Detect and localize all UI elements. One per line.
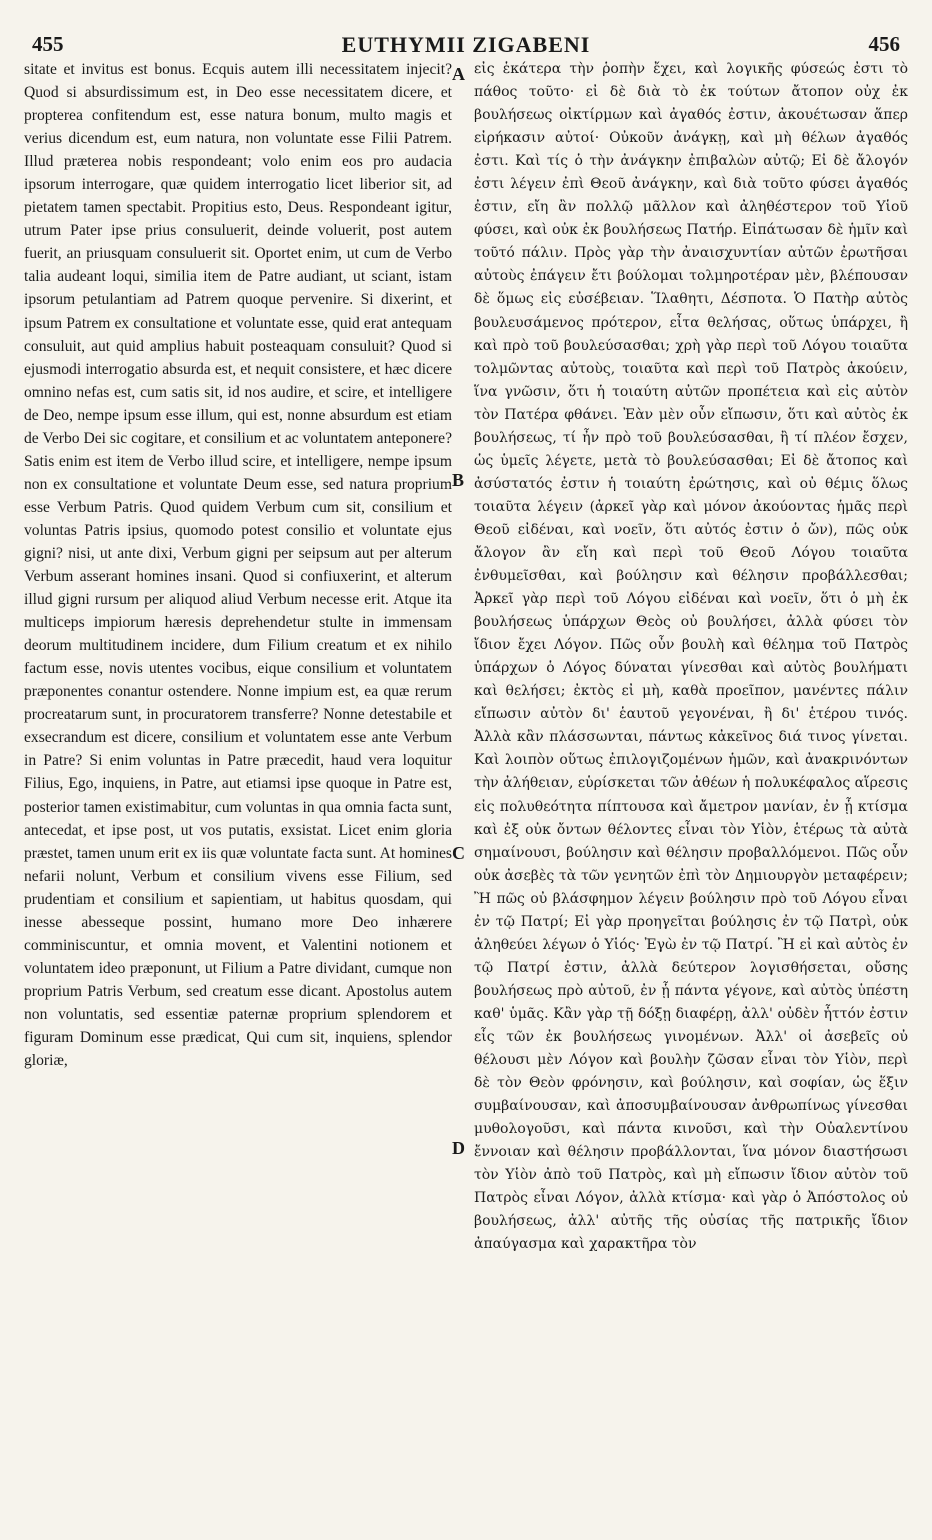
- page-number-right: 456: [868, 32, 900, 56]
- page-number-left: 455: [32, 32, 64, 56]
- section-marker-c: C: [452, 843, 465, 863]
- latin-column: [24, 58, 465, 1538]
- greek-column: [462, 58, 908, 1538]
- section-marker-d: D: [452, 1138, 465, 1158]
- section-marker-b: B: [452, 470, 465, 490]
- running-title: EUTHYMII ZIGABENI: [341, 32, 591, 57]
- section-marker-a: A: [452, 64, 465, 84]
- page-header: [24, 30, 908, 58]
- two-column-body: [24, 58, 908, 1538]
- greek-text: εἰς ἑκάτερα τὴν ῥοπὴν ἔχει, καὶ λογικῆς φύσεώς ἐστι τὸ πάθος τοῦτο· εἰ δὲ διὰ τὸ ἐκ τούτων ἄτοπον οὐχ ἐκ βουλήσεως οἰκτίρμων καὶ ἀγαθός ἐστιν, ἀκουέτωσαν ἅπερ εἰρήκασιν αὐτοί· Οὐκοῦν ἀνάγκῃ, καὶ μὴ θέλων ἀγαθός ἐστι. Καὶ τίς ὁ τὴν ἀνάγκην ἐπιβαλὼν αὐτῷ; Εἰ δὲ ἄλογόν ἐστι λέγειν ἐπὶ Θεοῦ ἀνάγκην, καὶ διὰ τοῦτο φύσει ἀγαθός ἐστιν, εἴη ἂν πολλῷ μᾶλλον καὶ ἀληθέστερον τοῦ Υἱοῦ φύσει, καὶ οὐκ ἐκ βουλήσεως Πατήρ. Εἰπάτωσαν δὲ ἡμῖν καὶ τοῦτό πάλιν. Πρὸς γὰρ τὴν ἀναισχυντίαν αὐτῶν ἐρωτῆσαι αὐτοὺς ἐπάγειν ἔτι βούλομαι τολμηροτέραν μὲν, βλέπουσαν δὲ ὅμως εἰς εὐσέβειαν. Ἵλαθητι, Δέσποτα. Ὁ Πατὴρ αὐτὸς βουλευσάμενος πρότερον, εἶτα θελήσας, οὕτως ὑπάρχει, ἢ καὶ πρὸ τοῦ βουλεύσασθαι; χρὴ γὰρ περὶ τοῦ Λόγου τοιαῦτα τολμῶντας αὐτοὺς, τοιαῦτα καὶ περὶ τοῦ Πατρὸς ἀκούειν, ἵνα γνῶσιν, ὅτι ἡ τοιαύτη αὐτῶν προπέτεια καὶ εἰς αὐτὸν τὸν Πατέρα φθάνει. Ἐὰν μὲν οὖν εἴπωσιν, ὅτι καὶ αὐτὸς ἐκ βουλήσεως, τί ἦν πρὸ τοῦ βουλεύσασθαι, ἢ τί πλέον ἔσχεν, ὡς ὑμεῖς λέγετε, μετὰ τὸ βουλεύσασθαι; Εἰ δὲ ἄτοπος καὶ ἀσύστατός ἐστιν ἡ τοιαύτη ἐρώτησις, καὶ οὐ θέμις ὅλως τοιαῦτα λέγειν (ἀρκεῖ γὰρ καὶ μόνον ἀκούοντας ἡμᾶς περὶ Θεοῦ εἰδέναι, καὶ νοεῖν, ὅτι αὐτός ἐστιν ὁ ὤν), πῶς οὐκ ἄλογον ἂν εἴη καὶ περὶ τοῦ Θεοῦ Λόγου τοιαῦτα ἐνθυμεῖσθαι, καὶ βούλησιν καὶ θέλησιν προβάλλεσθαι; Ἀρκεῖ γὰρ περὶ τοῦ Λόγου εἰδέναι καὶ νοεῖν, ὅτι ὁ μὴ ἐκ βουλήσεως ὑπάρχων Θεὸς οὐ βουλήσει, ἀλλὰ φύσει τὸν ἴδιον ἔχει Λόγον. Πῶς οὖν βουλὴ καὶ θέλημα τοῦ Πατρὸς ὑπάρχων ὁ Λόγος δύναται γίνεσθαι καὶ αὐτὸς βουλήματι καὶ θελήσει; ἐκτὸς εἰ μὴ, καθὰ προεῖπον, μανέντες πάλιν εἴπωσιν αὐτὸν δι' ἑαυτοῦ γεγονέναι, ἢ δι' ἑτέρου τινός. Ἀλλὰ κἂν πλάσσωνται, πάντως κἀκεῖνος διά τινος γίνεται. Καὶ λοιπὸν οὕτως ἐπιλογιζομένων ἡμῶν, καὶ ἀνακρινόντων τὴν ἀλήθειαν, εὑρίσκεται τῶν ἀθέων ἡ πολυκέφαλος αἵρεσις εἰς πολυθεότητα πίπτουσα καὶ ἄμετρον μανίαν, ἐν ᾗ κτίσμα καὶ ἐξ οὐκ ὄντων θέλοντες εἶναι τὸν Υἱὸν, ἑτέρως τὰ αὐτὰ σημαίνουσι, βούλησιν καὶ θέλησιν προβαλλόμενοι. Πῶς οὖν οὐκ ἀσεβὲς τὰ τῶν γενητῶν ἐπὶ τὸν Δημιουργὸν μεταφέρειν; Ἢ πῶς οὐ βλάσφημον λέγειν βούλησιν πρὸ τοῦ Λόγου εἶναι ἐν τῷ Πατρί; Εἰ γὰρ προηγεῖται βούλησις ἐν τῷ Πατρὶ, οὐκ ἀληθεύει λέγων ὁ Υἱός· Ἐγὼ ἐν τῷ Πατρί. Ἢ εἰ καὶ αὐτὸς ἐν τῷ Πατρί ἐστιν, ἀλλὰ δεύτερον λογισθήσεται, οὔσης βουλήσεως πρὸ αὐτοῦ, ἐν ᾗ πάντα γέγονε, καὶ αὐτὸς ὑπέστη καθ' ὑμᾶς. Κἂν γὰρ τῇ δόξῃ διαφέρῃ, ἀλλ' οὐδὲν ἧττόν ἐστιν εἷς τῶν ἐκ βουλήσεως γινομένων. Ἀλλ' οἱ ἀσεβεῖς οὐ θέλουσι μὲν Λόγον καὶ βουλὴν ζῶσαν εἶναι τὸν Υἱὸν, περὶ δὲ τὸν Θεὸν φρόνησιν, καὶ βούλησιν, καὶ σοφίαν, ὡς ἕξιν συμβαίνουσαν, καὶ ἀποσυμβαίνουσαν ἀνθρωπίνως γίνεσθαι μυθολογοῦσι, καὶ πάντα κινοῦσι, καὶ τὴν Οὐαλεντίνου ἔννοιαν καὶ θέλησιν προβάλλονται, ἵνα μόνον διαστήσωσι τὸν Υἱὸν ἀπὸ τοῦ Πατρὸς, καὶ μὴ εἴπωσιν ἴδιον αὐτὸν τοῦ Πατρὸς εἶναι Λόγον, ἀλλὰ κτίσμα· καὶ γὰρ ὁ Ἀπόστολος οὐ βουλήσεως, ἀλλ' αὐτῆς τῆς οὐσίας τῆς πατρικῆς ἴδιον ἀπαύγασμα καὶ χαρακτῆρα τὸν: [474, 61, 908, 1253]
- latin-text: sitate et invitus est bonus. Ecquis autem illi necessitatem injecit? Quod si absurdissimum est, in Deo esse necessitatem dicere, et propterea confitendum est, esse natura bonum, multo magis et verius dicendum est, eum natura, non voluntate esse Filii Patrem. Illud præterea nobis respondeant; volo enim eos pro audacia ipsorum interrogare, quæ quidem interrogatio licet liberior sit, ad pietatem tamen spectabit. Propitius esto, Deus. Respondeant igitur, utrum Pater ipse prius consuluerit, deinde voluerit, post autem fuerit, an priusquam consuluerit sit. Oportet enim, ut cum de Verbo talia audeant loqui, similia item de Patre audiant, ut sciant, istam ipsorum petulantiam ad Patrem quoque pervenire. Si dixerint, et ipsum Patrem ex consultatione et voluntate esse, quid erat antequam consuluit, aut quid amplius habuit posteaquam consuluit? Quod si ejusmodi interrogatio absurda est, et nequit consistere, et hæc dicere omnino nefas est, cum satis sit, id nos audire, et scire, et intelligere de Deo, nempe ipsum esse illum, qui est, nonne absurdum est etiam de Verbo Dei sic cogitare, et consilium et ac voluntatem anteponere? Satis enim est item de Verbo illud scire, et intelligere, nempe ipsum non ex consultatione et voluntate Deum esse, sed natura proprium esse Verbum Patris. Quod quidem Verbum cum sit, consilium et voluntas Patris ipsius, quomodo potest consilio et voluntate ejus gigni? nisi, ut ante dixi, Verbum gigni per seipsum aut per alterum Verbum asserant homines insani. Quod si confiuxerint, et alterum illud gigni rursum per aliquod aliud Verbum necesse erit. Atque ita multiceps impiorum hæresis deprehendetur stulte in immensam deorum multitudinem incidere, dum Filium creatum et ex nihilo factum esse, novis utentes vocibus, eique consilium et voluntatem præponentes conantur ostendere. Nonne impium est, ea quæ rerum procreatarum sunt, in procuratorem transferre? Nonne detestabile et exsecrandum est dicere, consilium et voluntatem esse ante Verbum in Patre? Si enim voluntas in Patre præcedit, haud vera loquitur Filius, Ego, inquiens, in Patre, aut etiamsi ipse quoque in Patre est, posterior tamen existimabitur, cum voluntas in qua omnia facta sunt, antecedat, et ipse post, ut vos putatis, exsistat. Licet enim gloria præstet, tamen unum erit ex iis quæ voluntate facta sunt. At homines nefarii nolunt, Verbum et consilium vivens esse Filium, sed prudentiam et consilium et sapientiam, ut habitus quosdam, qui inesse abesseque possint, humano more Deo inhærere comminiscuntur, et omnia movent, et Valentini notionem et voluntatem ideo præponunt, ut Filium a Patre dividant, cumque non proprium Patris Verbum, sed creatum esse dicant. Apostolus autem non voluntatis, sed essentiæ paternæ proprium splendorem et figuram Dominum esse prædicat, Qui cum sit, inquiens, splendor gloriæ,: [24, 61, 452, 1070]
